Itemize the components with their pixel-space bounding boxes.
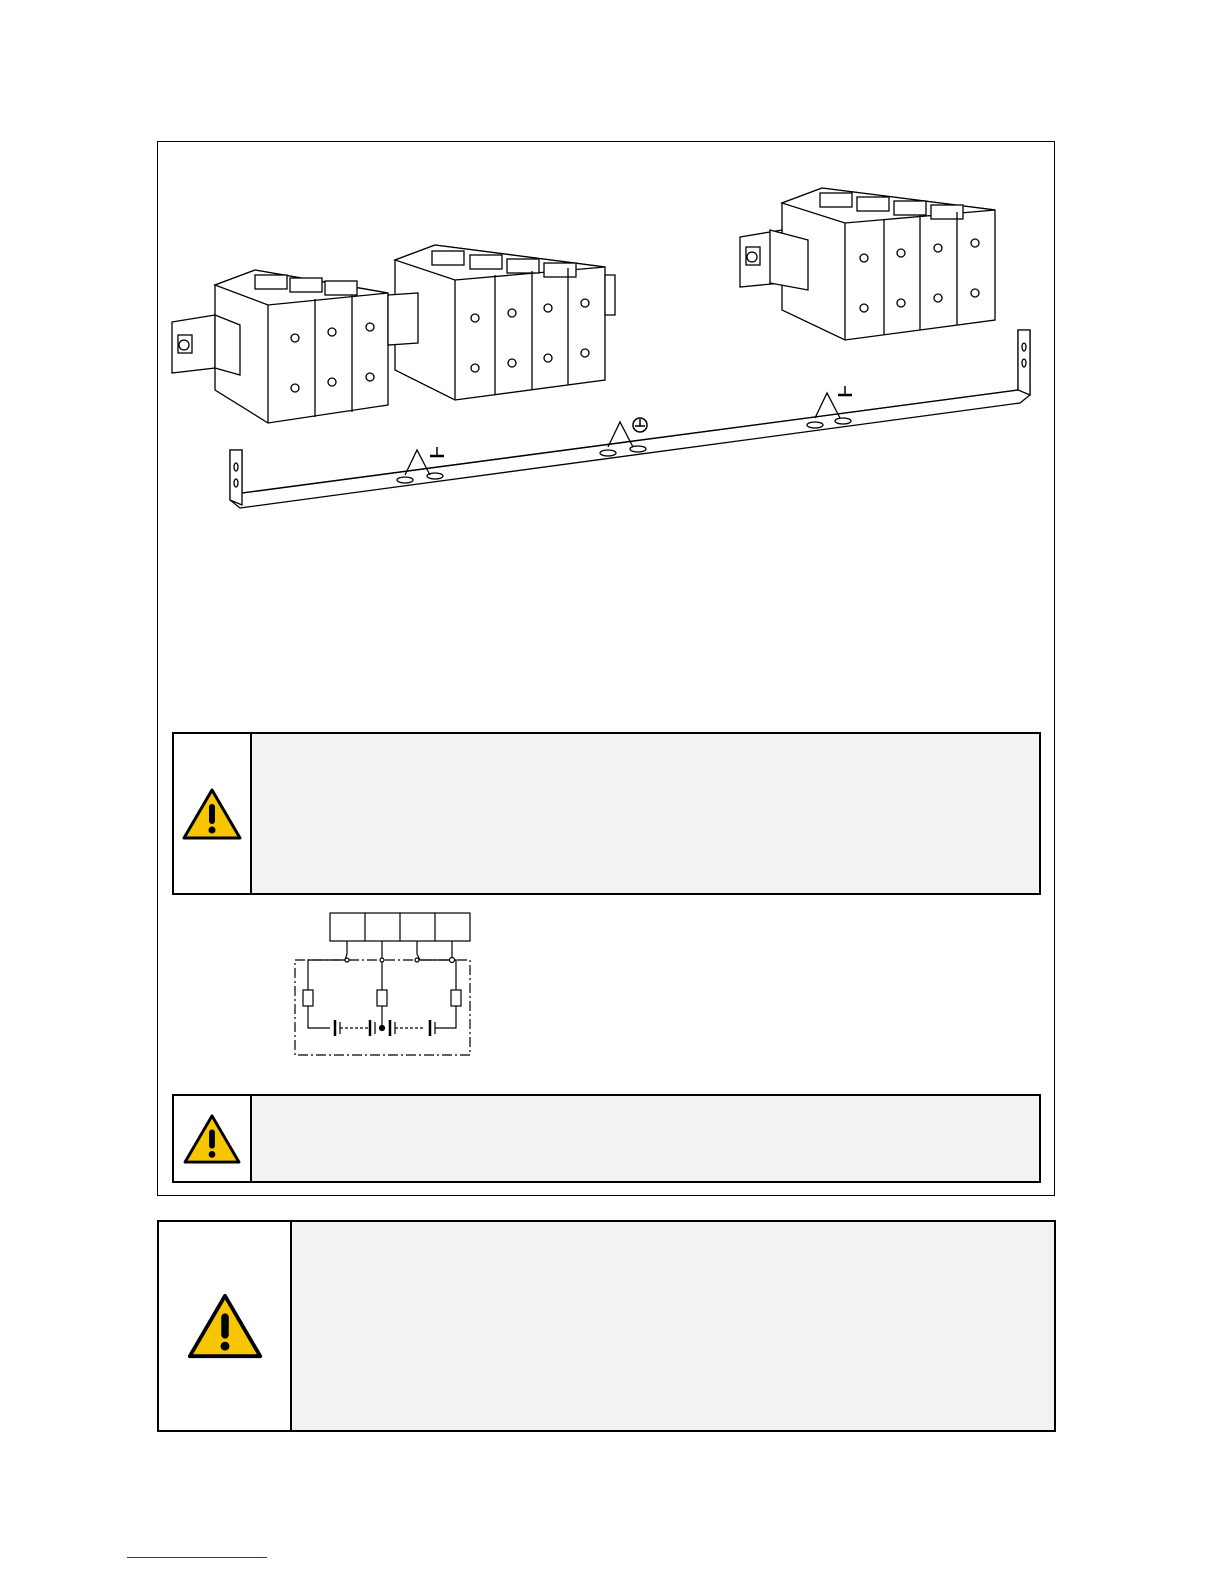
terminal-block-group-right <box>740 188 995 340</box>
warning-box-2 <box>172 1094 1041 1183</box>
earth-ground-symbol-left <box>430 447 444 456</box>
warning-text <box>252 734 1039 893</box>
warning-text <box>292 1222 1054 1430</box>
warning-box-1 <box>172 732 1041 895</box>
warning-triangle-icon <box>182 1113 242 1165</box>
warning-icon-cell <box>174 734 252 893</box>
wiring-schematic <box>290 910 475 1060</box>
protective-earth-symbol-center <box>633 418 647 432</box>
footer-link-underline <box>127 1557 267 1558</box>
warning-triangle-icon <box>186 1292 264 1360</box>
warning-icon-cell <box>159 1222 292 1430</box>
earth-ground-symbol-right <box>838 386 852 395</box>
warning-box-3 <box>157 1220 1056 1432</box>
warning-text <box>252 1096 1039 1181</box>
warning-triangle-icon <box>181 787 243 841</box>
terminal-block-assembly-drawing <box>160 175 1050 525</box>
warning-icon-cell <box>174 1096 252 1181</box>
terminal-block-group-left <box>172 270 388 423</box>
terminal-block-group-middle <box>388 245 615 400</box>
